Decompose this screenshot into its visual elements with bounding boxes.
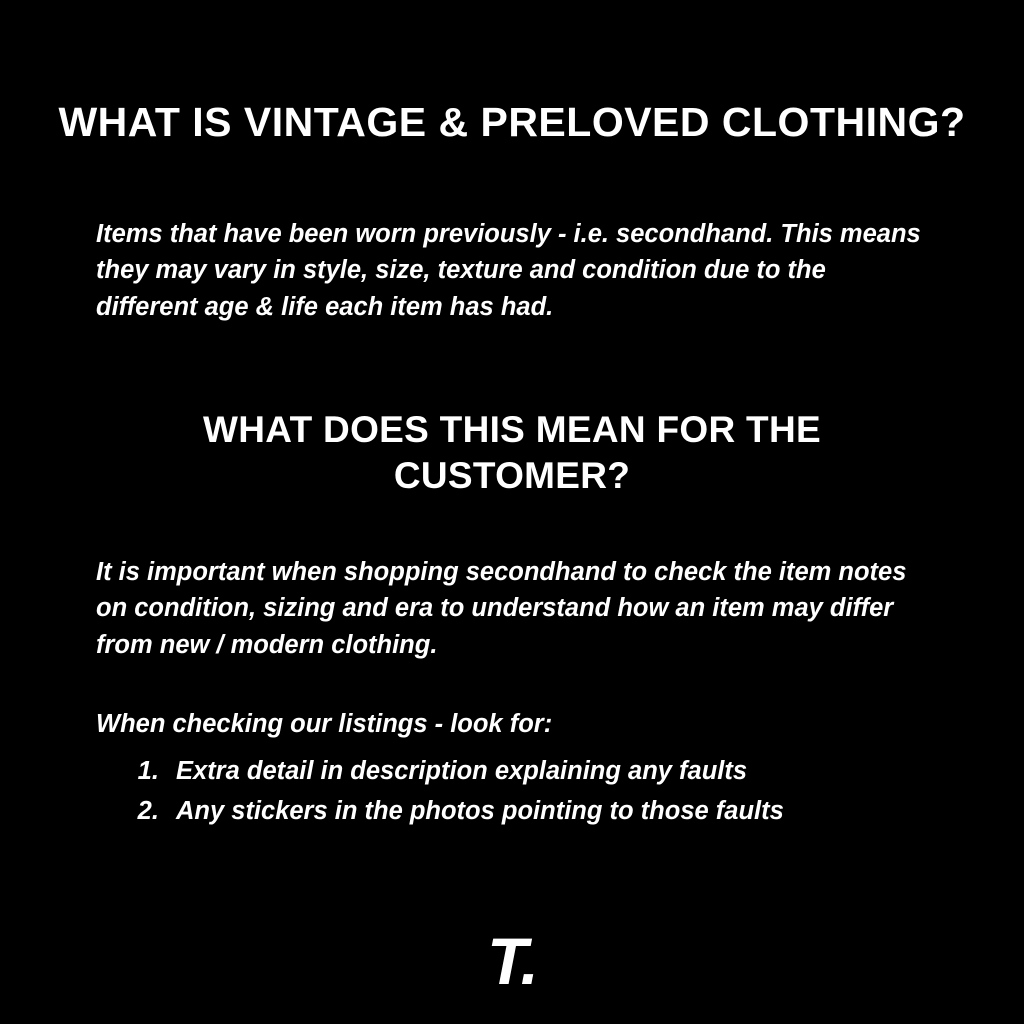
- list-item: 1. Extra detail in description explaining any faults: [166, 752, 976, 792]
- definition-paragraph: Items that have been worn previously - i.e. secondhand. This means they may vary in style, size, texture and condition due to the different age & life each item has had.: [96, 219, 921, 322]
- section-title-customer-impact: WHAT DOES THIS MEAN FOR THE CUSTOMER?: [203, 408, 821, 496]
- page-title: WHAT IS VINTAGE & PRELOVED CLOTHING?: [58, 99, 966, 146]
- list-item: 2. Any stickers in the photos pointing to those faults: [166, 792, 976, 832]
- importance-paragraph: It is important when shopping secondhand to check the item notes on condition, sizing and era to understand how an item may differ from new / modern clothing.: [96, 557, 907, 660]
- checklist-prompt: When checking our listings - look for:: [96, 709, 553, 738]
- checklist: [118, 752, 976, 831]
- brand-logo: T.: [487, 924, 537, 998]
